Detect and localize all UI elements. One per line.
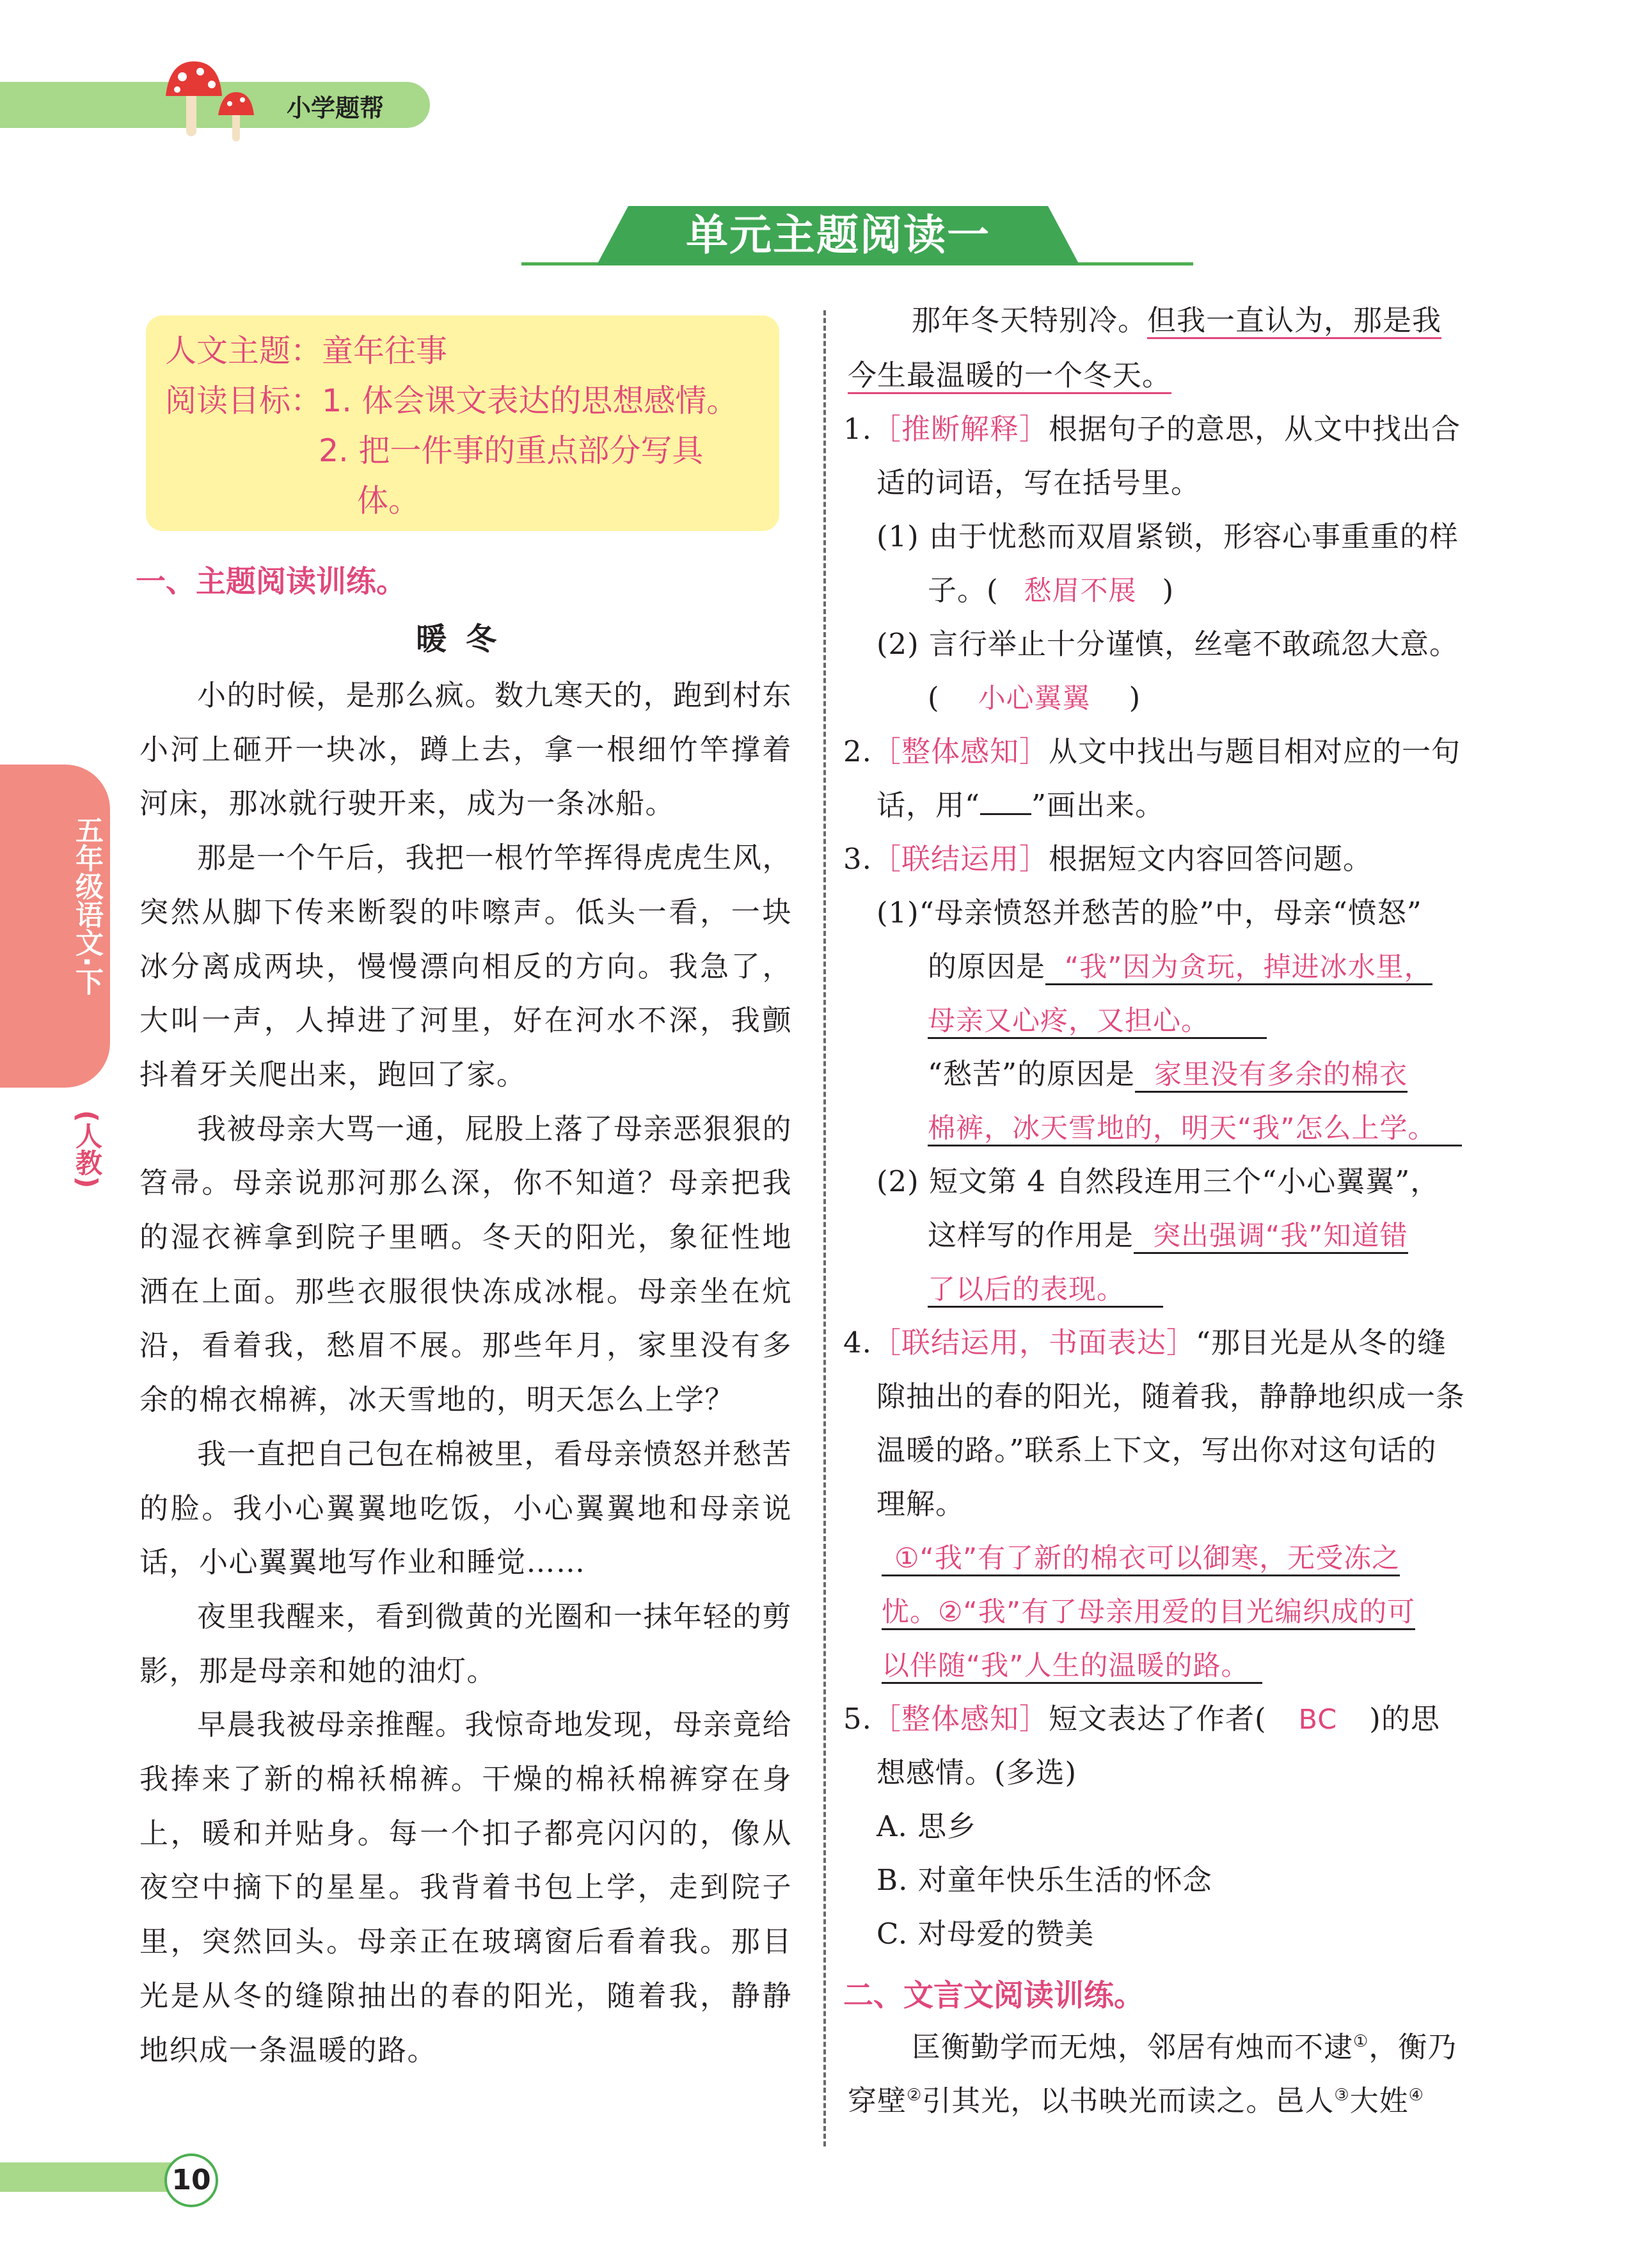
theme-label: 人文主题： (165, 333, 322, 369)
story-body (139, 669, 792, 2077)
answer-3-2a: 突出强调“我”知道错 (1134, 1220, 1408, 1254)
paren-close: ) (1162, 573, 1175, 607)
column-divider (823, 310, 826, 2146)
answer-3-2b: 了以后的表现。 (928, 1274, 1163, 1308)
question-4 (843, 1322, 1447, 1364)
footnote-mark: ② (907, 2086, 923, 2105)
q-text: “那目光是从冬的缝 (1195, 1326, 1447, 1360)
question-3-2: (2) 短文第 4 自然段连用三个“小心翼翼”， (876, 1164, 1440, 1198)
answer-1-2: 小心翼翼 (978, 683, 1091, 715)
q-text: 话，用“ (876, 788, 981, 822)
question-1 (843, 408, 1461, 450)
classical-text: 匡衡勤学而无烛，邻居有烛而不逮 (912, 2030, 1354, 2064)
question-3-1-second (928, 1053, 1408, 1096)
edition-label: (人教) (72, 1110, 103, 1189)
story-title: 暖冬 (415, 621, 516, 657)
mushroom-logo-icon (163, 56, 291, 152)
target-label: 阅读目标： (165, 383, 322, 419)
q-text: 短文表达了作者( (1048, 1702, 1267, 1736)
question-1-2: (2) 言行举止十分谨慎，丝毫不敢疏忽大意。 (876, 627, 1459, 661)
question-3-1: (1)“母亲愤怒并愁苦的脸”中，母亲“愤怒” (876, 896, 1422, 930)
question-4-line-4: 理解。 (876, 1487, 965, 1521)
paren-open: ( (928, 681, 940, 715)
classical-text-line-2 (848, 2074, 1424, 2122)
q-number: 5. (843, 1702, 872, 1736)
question-3 (843, 838, 1372, 880)
footer-strip (0, 2162, 192, 2192)
q-text: )的思 (1369, 1702, 1440, 1736)
question-3-2-answer-cont (928, 1268, 1163, 1311)
grade-label: 五年级语文·下 (70, 816, 103, 995)
q-text: 的原因是 (928, 949, 1046, 983)
q-number: 3. (843, 842, 872, 876)
answer-3-1a: “我”因为贪玩，掉进冰水里， (1045, 951, 1432, 985)
question-2 (843, 731, 1461, 773)
classical-text: 引其光，以书映光而读之。邑人 (922, 2084, 1335, 2118)
target-line-1 (165, 376, 738, 426)
answer-4a: ①“我”有了新的棉衣可以御寒，无受冻之 (882, 1542, 1400, 1576)
q-text: 根据句子的意思，从文中找出合 (1048, 412, 1461, 446)
target-2a: 2. 把一件事的重点部分写具 (319, 432, 704, 469)
cont-text: 那年冬天特别冷。 (912, 303, 1148, 337)
footnote-mark: ④ (1408, 2086, 1424, 2105)
q-tag: ［推断解释］ (871, 412, 1049, 446)
story-continuation-1 (912, 299, 1441, 342)
question-4-answer-2 (882, 1590, 1415, 1633)
footnote-mark: ① (1353, 2032, 1369, 2051)
q-tag: ［联结运用，书面表达］ (871, 1326, 1196, 1360)
story-paragraph: 小的时候，是那么疯。数九寒天的，跑到村东小河上砸开一块冰，蹲上去，拿一根细竹竿撑着河床，那冰就行驶开来，成为一条冰船。 (139, 678, 793, 821)
classical-text: 大姓 (1349, 2084, 1409, 2118)
story-continuation-2 (848, 354, 1171, 397)
q-text: 这样写的作用是 (928, 1218, 1134, 1252)
option-c: C. 对母爱的赞美 (876, 1917, 1095, 1951)
option-a: A. 思乡 (876, 1809, 977, 1843)
section-1-heading: 一、主题阅读训练。 (136, 564, 406, 599)
classical-text: 穿壁 (848, 2084, 907, 2118)
q-number: 2. (843, 734, 872, 768)
question-5-cont: 想感情。(多选) (876, 1756, 1077, 1789)
story-paragraph: 我被母亲大骂一通，屁股上落了母亲恶狠狠的笤帚。母亲说那河那么深，你不知道？母亲把我的湿衣裤拿到院子里晒。冬天的阳光，象征性地洒在上面。那些衣服很快冻成冰棍。母亲坐在炕沿，看着我，愁眉不展。那些年月，家里没有多余的棉衣棉裤，冰天雪地的，明天怎么上学？ (139, 1111, 793, 1417)
answer-3-1b: 母亲又心疼，又担心。 (928, 1005, 1267, 1039)
classical-text: ，衡乃 (1368, 2030, 1457, 2064)
brand-name: 小学题帮 (287, 94, 385, 122)
question-4-line-2: 隙抽出的春的阳光，随着我，静静地织成一条 (876, 1379, 1466, 1413)
question-1-1-answer-line (928, 569, 1174, 612)
answer-4b: 忧。②“我”有了母亲用爱的目光编织成的可 (882, 1596, 1415, 1630)
page-title: 单元主题阅读一 (686, 210, 990, 260)
question-3-2-answer (928, 1214, 1408, 1257)
q-tag: ［整体感知］ (871, 734, 1049, 768)
question-4-answer-1 (882, 1537, 1400, 1580)
question-3-1-answer-cont (928, 999, 1267, 1042)
answer-1-1: 愁眉不展 (1024, 575, 1137, 607)
question-4-line-3: 温暖的路。”联系上下文，写出你对这句话的 (876, 1433, 1437, 1467)
story-paragraph: 夜里我醒来，看到微黄的光圈和一抹年轻的剪影，那是母亲和她的油灯。 (139, 1599, 793, 1688)
question-1-2-answer-line (928, 677, 1141, 720)
footnote-mark: ③ (1334, 2086, 1350, 2105)
section-2-heading: 二、文言文阅读训练。 (843, 1978, 1144, 2013)
q-text: ”画出来。 (1031, 788, 1165, 822)
q-text: “愁苦”的原因是 (928, 1057, 1136, 1091)
story-paragraph: 我一直把自己包在棉被里，看母亲愤怒并愁苦的脸。我小心翼翼地吃饭，小心翼翼地和母亲说话，小心翼翼地写作业和睡觉…… (139, 1436, 793, 1580)
answer-4c: 以伴随“我”人生的温暖的路。 (882, 1650, 1262, 1684)
target-1: 1. 体会课文表达的思想感情。 (322, 383, 738, 419)
question-3-1-second-cont (928, 1107, 1462, 1150)
page-number: 10 (164, 2153, 218, 2207)
option-b: B. 对童年快乐生活的怀念 (876, 1863, 1212, 1897)
q-number: 1. (843, 412, 872, 446)
q-tag: ［整体感知］ (871, 1702, 1049, 1736)
question-1-1: (1) 由于忧愁而双眉紧锁，形容心事重重的样 (876, 519, 1459, 553)
paren-open: 子。( (928, 573, 999, 607)
theme-value: 童年往事 (322, 333, 448, 369)
paren-close: ) (1129, 681, 1141, 715)
question-1-cont: 适的词语，写在括号里。 (876, 466, 1201, 500)
q-tag: ［联结运用］ (871, 842, 1049, 876)
q-text: 从文中找出与题目相对应的一句 (1048, 734, 1461, 768)
story-paragraph: 那是一个午后，我把一根竹竿挥得虎虎生风，突然从脚下传来断裂的咔嚓声。低头一看，一块冰分离成两块，慢慢漂向相反的方向。我急了，大叫一声，人掉进了河里，好在河水不深，我颤抖着牙关爬出来，跑回了家。 (139, 841, 793, 1091)
answer-3-1d: 棉裤，冰天雪地的，明天“我”怎么上学。 (928, 1113, 1462, 1146)
classical-text-line-1 (912, 2020, 1457, 2068)
question-2-cont (876, 784, 1164, 827)
question-4-answer-3 (882, 1644, 1262, 1687)
underlined-sentence-end: 今生最温暖的一个冬天。 (848, 358, 1171, 394)
q-text: 根据短文内容回答问题。 (1048, 842, 1372, 876)
answer-3-1c: 家里没有多余的棉衣 (1135, 1059, 1408, 1093)
answer-5: BC (1298, 1704, 1338, 1736)
question-3-1-answer (928, 946, 1432, 988)
q-number: 4. (843, 1326, 872, 1360)
theme-line (165, 326, 447, 376)
underline-sample (980, 788, 1031, 815)
story-paragraph: 早晨我被母亲推醒。我惊奇地发现，母亲竟给我捧来了新的棉袄棉裤。干燥的棉袄棉裤穿在身上，暖和并贴身。每一个扣子都亮闪闪的，像从夜空中摘下的星星。我背着书包上学，走到院子里，突然回头。母亲正在玻璃窗后看着我。那目光是从冬的缝隙抽出的春的阳光，随着我，静静地织成一条温暖的路。 (139, 1708, 793, 2067)
question-5 (843, 1698, 1440, 1741)
underlined-sentence: 但我一直认为，那是我 (1147, 303, 1441, 339)
target-2b: 体。 (357, 482, 420, 519)
